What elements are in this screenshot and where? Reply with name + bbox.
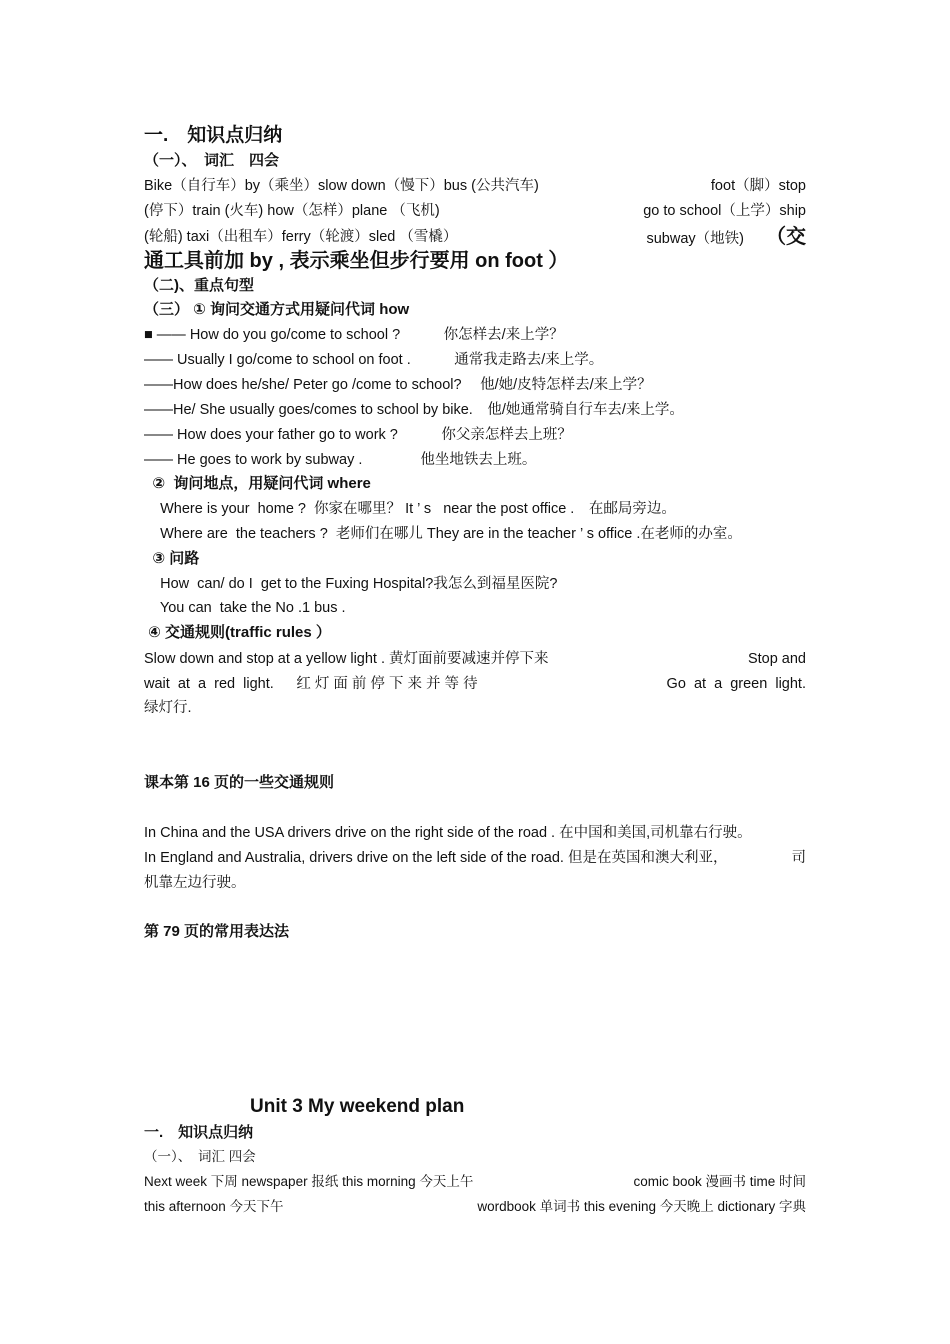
vocab-line-3-left: (轮船) taxi（出租车）ferry（轮渡）sled （雪橇） — [144, 229, 458, 245]
unit3-vocab-line-2-right: wordbook 单词书 this evening 今天晚上 dictionary 字典 — [477, 1199, 806, 1214]
dialog-line: —— He goes to work by subway . 他坐地铁去上班。 — [144, 452, 537, 468]
vocab-line-2-left: (停下）train (火车) how（怎样）plane （飞机) — [144, 203, 440, 219]
traffic-line-1-left: Slow down and stop at a yellow light . 黄灯面前要减速并停下来 — [144, 651, 549, 667]
textbook-line-2-left: In England and Australia, drivers drive on the left side of the road. 但是在英国和澳大利亚， — [144, 850, 728, 866]
dialog-line: ——How does he/she/ Peter go /come to school? 他/她/皮特怎样去/来上学？ — [144, 377, 652, 393]
ask-way-line: How can/ do I get to the Fuxing Hospital?我怎么到福星医院? — [144, 576, 558, 592]
unit3-heading: 一. 知识点归纳 — [144, 1124, 254, 1141]
sentences-heading: （二)、重点句型 — [144, 277, 254, 294]
vocab-line-2 — [144, 201, 806, 221]
vocab-line-3-right: subway（地铁) — [646, 231, 744, 247]
unit3-vocab-line-2 — [144, 1197, 806, 1217]
textbook-heading: 课本第 16 页的一些交通规则 — [144, 774, 335, 791]
unit3-vocab-heading: （一）、 词汇 四会 — [144, 1149, 256, 1164]
traffic-line-1 — [144, 649, 806, 669]
how-heading: （三） ① 询问交通方式用疑问代词 how — [144, 301, 410, 318]
traffic-line-1-right: Stop and — [747, 651, 806, 667]
textbook-line-2 — [144, 848, 806, 868]
textbook-line-3: 机靠左边行驶。 — [144, 875, 246, 891]
expressions-heading: 第 79 页的常用表达法 — [144, 923, 290, 940]
dialog-line: —— Usually I go/come to school on foot . 通常我走路去/来上学。 — [144, 352, 604, 368]
vocab-line-1-right: foot（脚）stop — [710, 178, 806, 194]
vocab-line-1 — [144, 176, 806, 196]
unit3-vocab-line-2-left: this afternoon 今天下午 — [144, 1199, 284, 1214]
vocab-line-1-left: Bike（自行车）by（乘坐）slow down（慢下）bus (公共汽车) — [144, 178, 539, 194]
dialog-line: ——He/ She usually goes/comes to school by bike. 他/她通常骑自行车去/来上学。 — [144, 402, 684, 418]
traffic-heading: ④ 交通规则(traffic rules ） — [144, 624, 331, 641]
unit-title: Unit 3 My weekend plan — [250, 1096, 465, 1117]
where-line: Where are the teachers ? 老师们在哪儿 They are in the teacher ’ s office .在老师的办室。 — [144, 526, 742, 542]
ask-way-heading: ③ 问路 — [144, 550, 200, 567]
traffic-line-3: 绿灯行. — [144, 700, 192, 716]
traffic-line-2-left: wait at a red light. 红 灯 面 前 停 下 来 并 等 待 — [144, 676, 478, 692]
ask-way-line: You can take the No .1 bus . — [144, 600, 346, 616]
unit3-vocab-line-1-right: comic book 漫画书 time 时间 — [633, 1174, 806, 1189]
textbook-line-1: In China and the USA drivers drive on the right side of the road . 在中国和美国,司机靠右行驶。 — [144, 825, 752, 841]
traffic-line-2-right: Go at a green light. — [666, 676, 806, 692]
vocab-note: 通工具前加 by , 表示乘坐但步行要用 on foot ） — [144, 250, 569, 272]
vocab-heading: （一）、 词汇 四会 — [144, 152, 280, 169]
textbook-line-2-right: 司 — [791, 850, 806, 866]
unit3-vocab-line-1-left: Next week 下周 newspaper 报纸 this morning 今天上午 — [144, 1174, 474, 1189]
where-heading: ② 询问地点，用疑问代词 where — [144, 475, 371, 492]
unit3-vocab-line-1 — [144, 1172, 806, 1192]
dialog-line: ■ —— How do you go/come to school ? 你怎样去/来上学？ — [144, 327, 564, 343]
vocab-line-2-right: go to school（上学）ship — [643, 203, 806, 219]
vocab-line-3-tail: （交 — [766, 226, 806, 248]
section-heading: 一. 知识点归纳 — [144, 125, 283, 146]
dialog-line: —— How does your father go to work ? 你父亲怎样去上班？ — [144, 427, 572, 443]
traffic-line-2 — [144, 674, 806, 694]
where-line: Where is your home ? 你家在哪里？ It ’ s near the post office . 在邮局旁边。 — [144, 501, 676, 517]
